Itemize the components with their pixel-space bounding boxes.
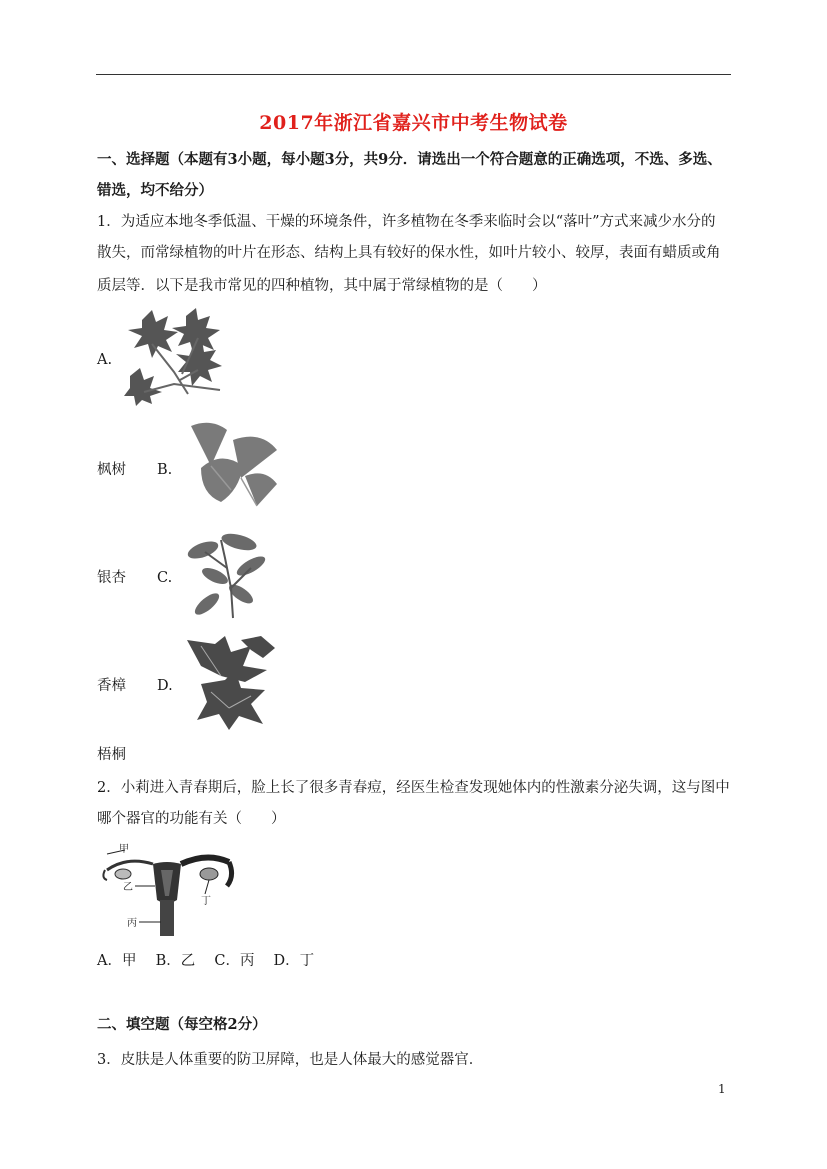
section2-heading: 二、填空题（每空格2分）: [97, 1016, 267, 1033]
q1-option-c-letter: C.: [157, 570, 173, 586]
q1-line3: 质层等．以下是我市常见的四种植物，其中属于常绿植物的是（ ）: [97, 278, 547, 294]
section1-heading-line1: 一、选择题（本题有3小题，每小题3分，共9分．请选出一个符合题意的正确选项，不选、多选、: [97, 151, 722, 168]
q3-line1: 3．皮肤是人体重要的防卫屏障，也是人体最大的感觉器官．: [97, 1052, 484, 1068]
q2-line1: 2．小莉进入青春期后，脸上长了很多青春痘，经医生检查发现她体内的性激素分泌失调，这与图中: [97, 780, 730, 796]
page-title: 2017年浙江省嘉兴市中考生物试卷: [259, 112, 568, 134]
maple-leaf-image: [122, 308, 226, 406]
label-jia: 甲: [119, 844, 129, 855]
label-ding: 丁: [201, 896, 211, 907]
q1-option-b-letter: B.: [157, 462, 173, 478]
plane-tree-leaf-image: [181, 636, 277, 730]
camphor-leaf-image: [181, 528, 273, 620]
label-bing: 丙: [127, 918, 137, 929]
q1-option-d-letter: D.: [157, 678, 173, 694]
section1-heading-line2: 错选，均不给分）: [97, 182, 213, 199]
q1-line1: 1．为适应本地冬季低温、干燥的环境条件，许多植物在冬季来临时会以“落叶”方式来减少水分的: [97, 214, 716, 230]
q1-option-a-letter: A.: [97, 352, 113, 368]
label-yi: 乙: [123, 882, 133, 893]
q1-line2: 散失，而常绿植物的叶片在形态、结构上具有较好的保水性，如叶片较小、较厚，表面有蜡质或角: [97, 245, 721, 261]
q1-option-a-name: 枫树: [97, 462, 126, 478]
header-rule: [96, 74, 731, 75]
q1-option-c-name: 香樟: [97, 678, 126, 694]
q1-option-b-name: 银杏: [97, 570, 126, 586]
q2-line2: 哪个器官的功能有关（ ）: [97, 811, 286, 827]
female-reproductive-system-diagram: [97, 840, 237, 940]
page-number: 1: [718, 1082, 726, 1096]
q1-option-d-name: 梧桐: [97, 747, 126, 763]
q2-answer-options: A．甲 B．乙 C．丙 D．丁: [97, 953, 315, 969]
ginkgo-leaf-image: [181, 420, 281, 512]
